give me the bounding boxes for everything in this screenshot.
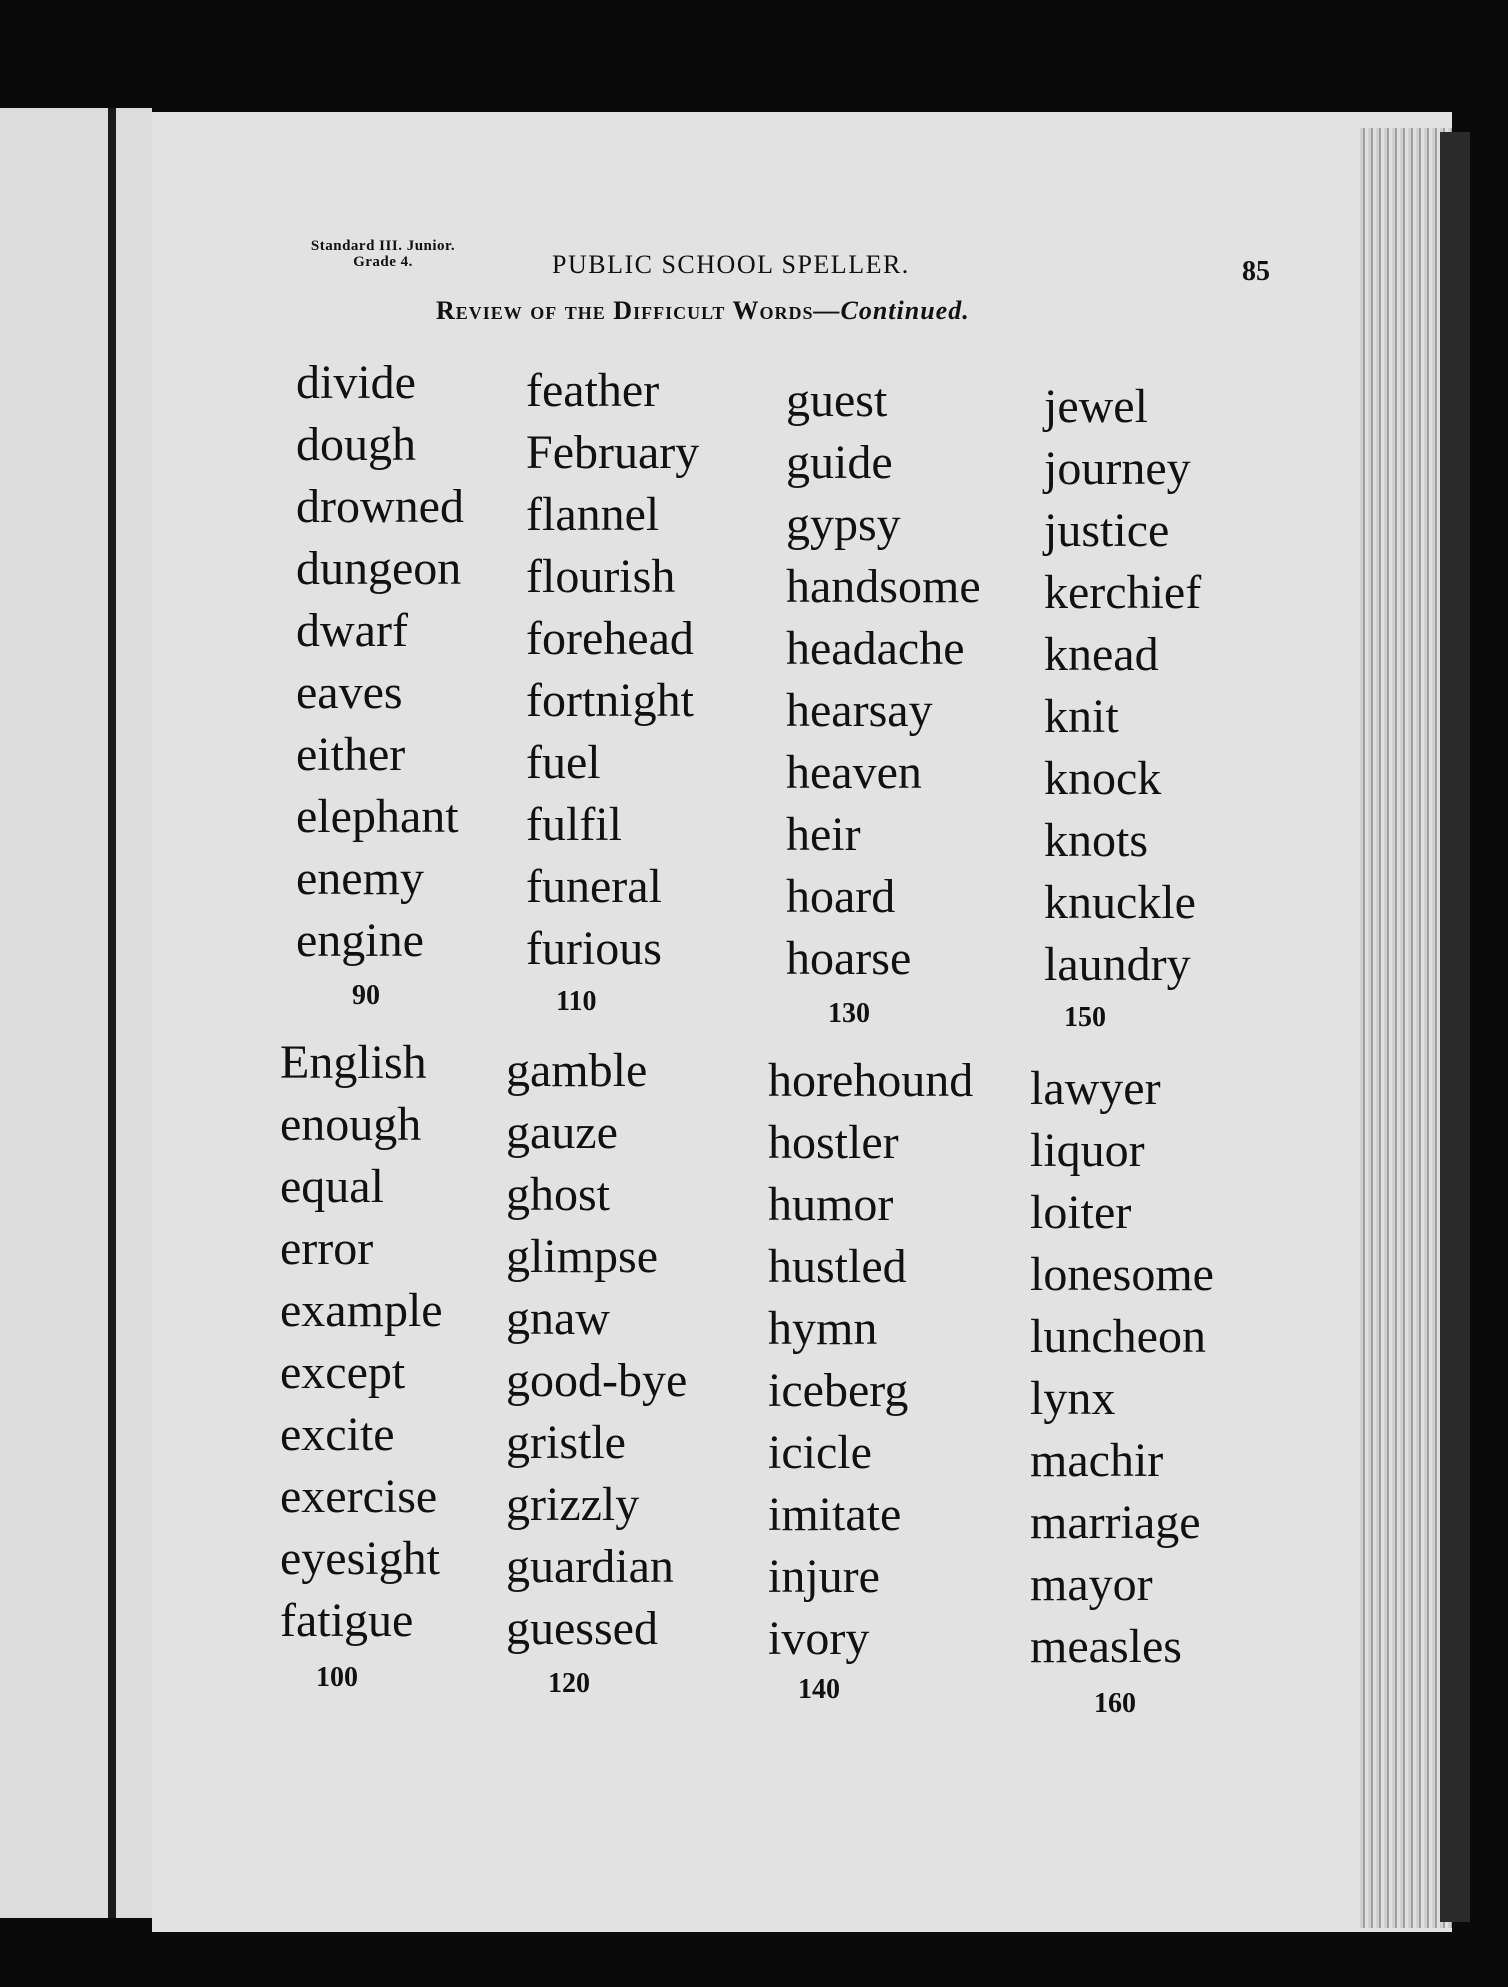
word-count: 130 (828, 998, 870, 1029)
spelling-word: flannel (526, 488, 660, 541)
spelling-word: hostler (768, 1116, 899, 1169)
spelling-word: flourish (526, 550, 676, 603)
spelling-word: equal (280, 1160, 384, 1213)
spelling-word: ivory (768, 1612, 870, 1665)
spelling-word: knots (1044, 814, 1149, 867)
spelling-word: guardian (506, 1540, 674, 1593)
grade-line: Grade 4. (353, 254, 413, 270)
word-column (280, 1032, 443, 1652)
spelling-word: enough (280, 1098, 422, 1151)
word-count: 110 (556, 986, 597, 1017)
word-count: 90 (352, 980, 380, 1011)
spelling-word: knock (1044, 752, 1162, 805)
spelling-word: engine (296, 914, 424, 967)
spelling-word: laundry (1044, 938, 1191, 991)
word-count: 100 (316, 1662, 358, 1693)
spelling-word: heaven (786, 746, 922, 799)
spelling-word: injure (768, 1550, 880, 1603)
spelling-word: gauze (506, 1106, 618, 1159)
spelling-word: knuckle (1044, 876, 1196, 929)
spelling-word: lawyer (1030, 1062, 1161, 1115)
spelling-word: fortnight (526, 674, 694, 727)
word-count: 140 (798, 1674, 840, 1705)
spelling-word: hoarse (786, 932, 912, 985)
spelling-word: marriage (1030, 1496, 1201, 1549)
spelling-word: good-bye (506, 1354, 688, 1407)
page-edges (1360, 128, 1452, 1928)
spelling-word: English (280, 1036, 427, 1089)
spelling-word: handsome (786, 560, 981, 613)
spelling-word: journey (1044, 442, 1191, 495)
spelling-word: eyesight (280, 1532, 440, 1585)
word-column (506, 1040, 687, 1660)
word-count: 120 (548, 1668, 590, 1699)
spelling-word: jewel (1044, 380, 1148, 433)
spelling-word: gypsy (786, 498, 901, 551)
spelling-word: fulfil (526, 798, 622, 851)
standard-line: Standard III. Junior. (310, 238, 456, 254)
spelling-word: guessed (506, 1602, 658, 1655)
spelling-word: forehead (526, 612, 694, 665)
spelling-word: gamble (506, 1044, 648, 1097)
spelling-word: funeral (526, 860, 662, 913)
spelling-word: icicle (768, 1426, 872, 1479)
word-column (1030, 1058, 1214, 1678)
running-head-standard (268, 238, 498, 270)
spelling-word: ghost (506, 1168, 611, 1221)
spelling-word: enemy (296, 852, 424, 905)
spelling-word: hustled (768, 1240, 907, 1293)
spelling-word: February (526, 426, 700, 479)
spelling-word: grizzly (506, 1478, 640, 1531)
spelling-word: excite (280, 1408, 395, 1461)
spelling-word: except (280, 1346, 406, 1399)
running-head-title: PUBLIC SCHOOL SPELLER. (552, 250, 910, 279)
spelling-word: gnaw (506, 1292, 610, 1345)
word-column (768, 1050, 973, 1670)
spelling-word: loiter (1030, 1186, 1132, 1239)
spelling-word: exercise (280, 1470, 438, 1523)
spelling-word: liquor (1030, 1124, 1145, 1177)
spelling-word: knit (1044, 690, 1119, 743)
section-heading-continued: —Continued. (813, 296, 970, 325)
spelling-word: kerchief (1044, 566, 1202, 619)
spelling-word: glimpse (506, 1230, 658, 1283)
spelling-word: dough (296, 418, 416, 471)
spelling-word: either (296, 728, 406, 781)
word-count: 160 (1094, 1688, 1136, 1719)
spelling-word: lonesome (1030, 1248, 1214, 1301)
word-column (526, 360, 699, 980)
spelling-word: lynx (1030, 1372, 1116, 1425)
word-column (786, 370, 981, 990)
page-number: 85 (1242, 256, 1270, 287)
section-heading (436, 296, 970, 326)
word-column (296, 352, 464, 972)
spelling-word: example (280, 1284, 443, 1337)
spelling-word: knead (1044, 628, 1159, 681)
book-cover-edge (1440, 132, 1470, 1922)
spelling-word: fatigue (280, 1594, 414, 1647)
spelling-word: machir (1030, 1434, 1164, 1487)
spelling-word: humor (768, 1178, 894, 1231)
spelling-word: iceberg (768, 1364, 909, 1417)
spelling-word: error (280, 1222, 374, 1275)
spelling-word: furious (526, 922, 662, 975)
left-page-fragment (0, 108, 152, 1918)
spelling-word: gristle (506, 1416, 626, 1469)
word-count: 150 (1064, 1002, 1106, 1033)
spelling-word: mayor (1030, 1558, 1153, 1611)
book-gutter (108, 108, 116, 1918)
spelling-word: imitate (768, 1488, 902, 1541)
spelling-word: feather (526, 364, 660, 417)
spelling-word: divide (296, 356, 416, 409)
section-heading-main: Review of the Difficult Words (436, 296, 814, 325)
spelling-word: justice (1044, 504, 1170, 557)
spelling-word: headache (786, 622, 965, 675)
spelling-word: heir (786, 808, 861, 861)
spelling-word: dungeon (296, 542, 462, 595)
spelling-word: elephant (296, 790, 459, 843)
spelling-word: hymn (768, 1302, 878, 1355)
word-column (1044, 376, 1201, 996)
spelling-word: eaves (296, 666, 403, 719)
spelling-word: measles (1030, 1620, 1182, 1673)
spelling-word: horehound (768, 1054, 974, 1107)
spelling-word: hoard (786, 870, 896, 923)
spelling-word: hearsay (786, 684, 933, 737)
spelling-word: guide (786, 436, 893, 489)
spelling-word: fuel (526, 736, 601, 789)
spelling-word: dwarf (296, 604, 408, 657)
spelling-word: guest (786, 374, 888, 427)
spelling-word: luncheon (1030, 1310, 1206, 1363)
spelling-word: drowned (296, 480, 464, 533)
